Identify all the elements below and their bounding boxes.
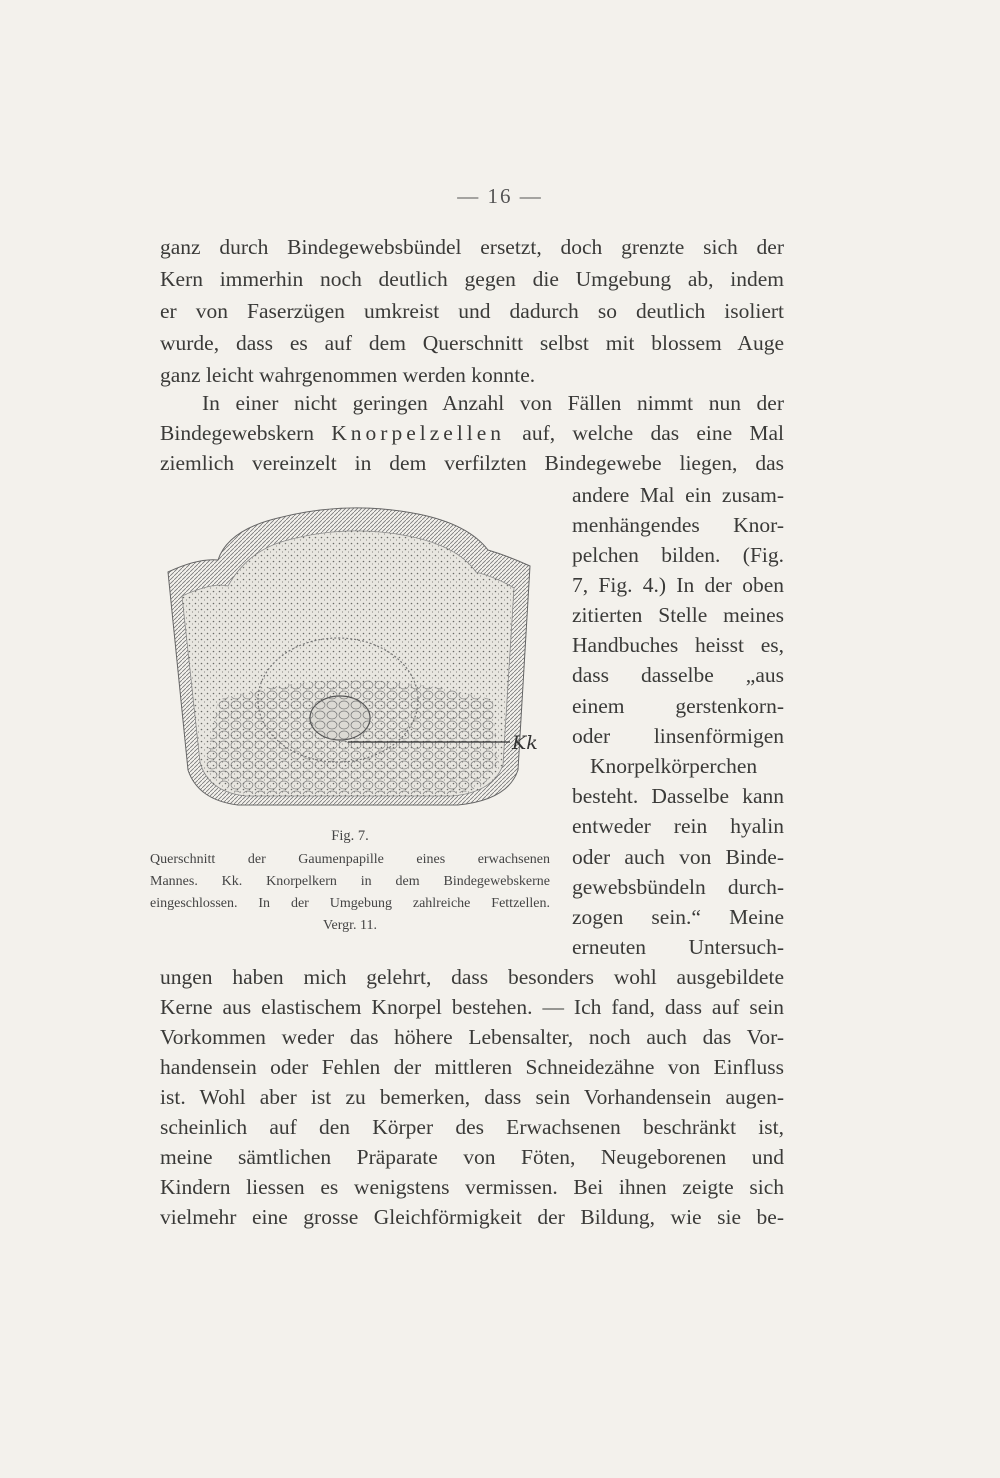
text-line: handensein oder Fehlen der mittleren Schneidezähne von Einfluss (160, 1055, 784, 1079)
text-line: Kerne aus elastischem Knorpel bestehen. — Ich fand, dass auf sein (160, 995, 784, 1019)
side-text-line: andere Mal ein zusam- (572, 483, 784, 507)
side-text-line: pelchen bilden. (Fig. (572, 543, 784, 567)
side-text-line: zitierten Stelle meines (572, 603, 784, 627)
text-line: scheinlich auf den Körper des Erwachsenen beschränkt ist, (160, 1115, 784, 1139)
side-text-line: 7, Fig. 4.) In der oben (572, 573, 784, 597)
side-text-line: gewebsbündeln durch- (572, 875, 784, 899)
text-line (160, 418, 784, 448)
side-text-line: oder auch von Binde- (572, 845, 784, 869)
figure-caption-line: eingeschlossen. In der Umgebung zahlreiche Fettzellen. (150, 896, 550, 911)
text-line: ziemlich vereinzelt in dem verfilzten Bindegewebe liegen, das (160, 451, 784, 475)
figure-caption-line: Querschnitt der Gaumenpapille eines erwachsenen (150, 852, 550, 867)
text-line: Kern immerhin noch deutlich gegen die Umgebung ab, indem (160, 267, 784, 291)
text-fragment: auf, welche das eine Mal (522, 421, 785, 445)
text-line: ganz durch Bindegewebsbündel ersetzt, doch grenzte sich der (160, 235, 784, 259)
side-text-line: Knorpelkörperchen (590, 754, 758, 778)
figure-marker-label: Kk (512, 732, 538, 754)
side-text-line: entweder rein hyalin (572, 814, 784, 838)
text-line: Kindern liessen es wenigstens vermissen. Bei ihnen zeigte sich (160, 1175, 784, 1199)
side-text-line: menhängendes Knor- (572, 513, 784, 537)
side-text-line: oder linsenförmigen (572, 724, 784, 748)
text-line: wurde, dass es auf dem Querschnitt selbst mit blossem Auge (160, 331, 784, 355)
histology-drawing (158, 500, 550, 830)
figure-caption-line: Mannes. Kk. Knorpelkern in dem Bindegewebskerne (150, 874, 550, 889)
text-line: ungen haben mich gelehrt, dass besonders wohl ausgebildete (160, 965, 784, 989)
text-line: ganz leicht wahrgenommen werden konnte. (160, 363, 536, 387)
text-line: vielmehr eine grosse Gleichförmigkeit der Bildung, wie sie be- (160, 1205, 784, 1229)
side-text-line: besteht. Dasselbe kann (572, 784, 784, 808)
text-fragment: Bindegewebskern (160, 421, 315, 445)
figure-label: Fig. 7. (331, 828, 369, 844)
figure-illustration (158, 500, 550, 830)
text-line: In einer nicht geringen Anzahl von Fällen nimmt nun der (202, 391, 784, 415)
figure-magnification: Vergr. 11. (322, 918, 378, 933)
side-text-line: dass dasselbe „aus (572, 663, 784, 687)
side-text-line: erneuten Untersuch- (572, 935, 784, 959)
page-number: — 16 — (457, 184, 543, 208)
emphasized-term: Knorpelzellen (331, 421, 506, 445)
text-line: ist. Wohl aber ist zu bemerken, dass sein Vorhandensein augen- (160, 1085, 784, 1109)
text-line: meine sämtlichen Präparate von Föten, Neugeborenen und (160, 1145, 784, 1169)
text-line: Vorkommen weder das höhere Lebensalter, noch auch das Vor- (160, 1025, 784, 1049)
side-text-line: zogen sein.“ Meine (572, 905, 784, 929)
side-text-line: einem gerstenkorn- (572, 694, 784, 718)
text-line: er von Faserzügen umkreist und dadurch so deutlich isoliert (160, 299, 784, 323)
side-text-line: Handbuches heisst es, (572, 633, 784, 657)
